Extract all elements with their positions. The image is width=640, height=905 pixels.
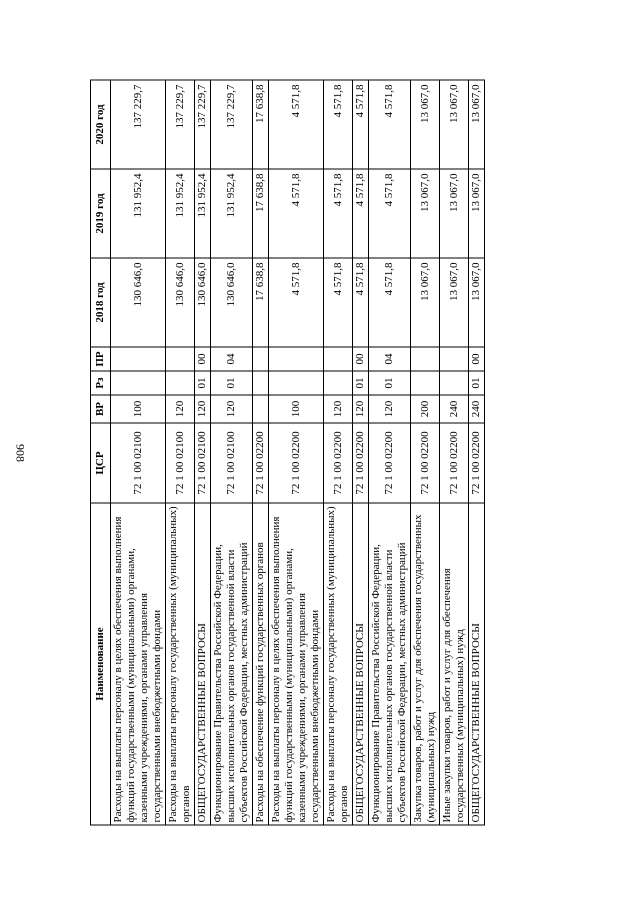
cell-2018: 130 646,0 xyxy=(166,258,195,347)
cell-name: Расходы на выплаты персоналу в целях обеспечения выполнения функций государственными (муниципальными) органами, казенными учреждениями, органами управления государственными внебюджетными фондами xyxy=(269,503,324,825)
table-row xyxy=(111,80,166,825)
cell-name: Расходы на выплаты персоналу в целях обеспечения выполнения функций государственными (муниципальными) органами, казенными учреждениями, органами управления государственными внебюджетными фондами xyxy=(111,503,166,825)
cell-name: Расходы на выплаты персоналу государственных (муниципальных) органов xyxy=(324,503,353,825)
cell-vr: 120 xyxy=(195,395,211,423)
cell-rz: 01 xyxy=(195,371,211,395)
cell-2019: 4 571,8 xyxy=(324,169,353,258)
cell-2018: 4 571,8 xyxy=(353,258,369,347)
cell-rz: 01 xyxy=(469,371,485,395)
cell-pr xyxy=(324,347,353,371)
cell-rz xyxy=(253,371,269,395)
table-row xyxy=(353,80,369,825)
cell-csr: 72 1 00 02200 xyxy=(369,423,411,503)
cell-name: ОБЩЕГОСУДАРСТВЕННЫЕ ВОПРОСЫ xyxy=(353,503,369,825)
cell-2019: 4 571,8 xyxy=(353,169,369,258)
cell-vr: 120 xyxy=(211,395,253,423)
cell-pr xyxy=(253,347,269,371)
cell-2019: 13 067,0 xyxy=(411,169,440,258)
cell-name: Иные закупки товаров, работ и услуг для обеспечения государственных (муниципальных) нужд xyxy=(440,503,469,825)
cell-2020: 137 229,7 xyxy=(195,80,211,169)
cell-2019: 131 952,4 xyxy=(211,169,253,258)
cell-name: Закупка товаров, работ и услуг для обеспечения государственных (муниципальных) нужд xyxy=(411,503,440,825)
cell-2018: 130 646,0 xyxy=(195,258,211,347)
table-row xyxy=(269,80,324,825)
budget-table xyxy=(90,79,485,825)
table-body xyxy=(111,80,485,825)
cell-rz: 01 xyxy=(211,371,253,395)
page-number-area xyxy=(0,0,40,905)
cell-2018: 130 646,0 xyxy=(211,258,253,347)
cell-csr: 72 1 00 02200 xyxy=(353,423,369,503)
cell-pr: 00 xyxy=(353,347,369,371)
cell-name: ОБЩЕГОСУДАРСТВЕННЫЕ ВОПРОСЫ xyxy=(195,503,211,825)
table-row xyxy=(324,80,353,825)
cell-rz: 01 xyxy=(369,371,411,395)
cell-2020: 137 229,7 xyxy=(111,80,166,169)
cell-csr: 72 1 00 02100 xyxy=(111,423,166,503)
header-name: Наименование xyxy=(91,503,111,825)
header-vr: ВР xyxy=(91,395,111,423)
cell-2020: 137 229,7 xyxy=(166,80,195,169)
budget-table-frame xyxy=(90,80,562,825)
cell-csr: 72 1 00 02200 xyxy=(440,423,469,503)
cell-rz xyxy=(166,371,195,395)
cell-2018: 4 571,8 xyxy=(369,258,411,347)
table-row xyxy=(211,80,253,825)
cell-csr: 72 1 00 02100 xyxy=(195,423,211,503)
cell-vr: 120 xyxy=(166,395,195,423)
cell-pr: 00 xyxy=(195,347,211,371)
cell-2019: 13 067,0 xyxy=(469,169,485,258)
rotated-table-container xyxy=(90,80,562,825)
cell-2019: 131 952,4 xyxy=(195,169,211,258)
cell-rz xyxy=(269,371,324,395)
header-2018: 2018 год xyxy=(91,258,111,347)
cell-rz xyxy=(440,371,469,395)
cell-2020: 4 571,8 xyxy=(353,80,369,169)
cell-csr: 72 1 00 02200 xyxy=(469,423,485,503)
cell-vr: 200 xyxy=(411,395,440,423)
cell-2020: 137 229,7 xyxy=(211,80,253,169)
table-row xyxy=(369,80,411,825)
cell-2020: 13 067,0 xyxy=(440,80,469,169)
cell-pr xyxy=(411,347,440,371)
table-header-row xyxy=(91,80,111,825)
cell-2018: 13 067,0 xyxy=(469,258,485,347)
cell-rz: 01 xyxy=(353,371,369,395)
cell-csr: 72 1 00 02200 xyxy=(324,423,353,503)
cell-2018: 13 067,0 xyxy=(411,258,440,347)
cell-pr xyxy=(440,347,469,371)
cell-csr: 72 1 00 02100 xyxy=(211,423,253,503)
cell-vr: 100 xyxy=(111,395,166,423)
cell-2020: 13 067,0 xyxy=(411,80,440,169)
cell-rz xyxy=(111,371,166,395)
cell-2019: 131 952,4 xyxy=(111,169,166,258)
cell-2020: 17 638,8 xyxy=(253,80,269,169)
page-number: 908 xyxy=(13,443,28,462)
cell-pr: 00 xyxy=(469,347,485,371)
cell-2018: 130 646,0 xyxy=(111,258,166,347)
header-2020: 2020 год xyxy=(91,80,111,169)
cell-pr xyxy=(111,347,166,371)
cell-2020: 4 571,8 xyxy=(324,80,353,169)
cell-2019: 131 952,4 xyxy=(166,169,195,258)
cell-csr: 72 1 00 02100 xyxy=(166,423,195,503)
cell-pr: 04 xyxy=(369,347,411,371)
cell-name: Расходы на обеспечение функций государственных органов xyxy=(253,503,269,825)
cell-2018: 4 571,8 xyxy=(269,258,324,347)
cell-name: Расходы на выплаты персоналу государственных (муниципальных) органов xyxy=(166,503,195,825)
cell-pr xyxy=(269,347,324,371)
cell-rz xyxy=(411,371,440,395)
cell-vr xyxy=(253,395,269,423)
table-row xyxy=(469,80,485,825)
cell-vr: 240 xyxy=(469,395,485,423)
cell-2020: 13 067,0 xyxy=(469,80,485,169)
table-row xyxy=(440,80,469,825)
cell-vr: 240 xyxy=(440,395,469,423)
cell-csr: 72 1 00 02200 xyxy=(411,423,440,503)
header-csr: ЦСР xyxy=(91,423,111,503)
cell-vr: 100 xyxy=(269,395,324,423)
table-row xyxy=(166,80,195,825)
cell-pr xyxy=(166,347,195,371)
cell-vr: 120 xyxy=(353,395,369,423)
cell-2020: 4 571,8 xyxy=(369,80,411,169)
cell-2019: 13 067,0 xyxy=(440,169,469,258)
table-row xyxy=(411,80,440,825)
cell-csr: 72 1 00 02200 xyxy=(269,423,324,503)
header-pr: ПР xyxy=(91,347,111,371)
cell-2019: 4 571,8 xyxy=(269,169,324,258)
cell-2018: 4 571,8 xyxy=(324,258,353,347)
cell-pr: 04 xyxy=(211,347,253,371)
cell-2018: 17 638,8 xyxy=(253,258,269,347)
cell-2019: 4 571,8 xyxy=(369,169,411,258)
cell-name: Функционирование Правительства Российской Федерации, высших исполнительных органов государственной власти субъектов Российской Федерации, местных администраций xyxy=(211,503,253,825)
cell-2020: 4 571,8 xyxy=(269,80,324,169)
header-2019: 2019 год xyxy=(91,169,111,258)
cell-name: ОБЩЕГОСУДАРСТВЕННЫЕ ВОПРОСЫ xyxy=(469,503,485,825)
cell-csr: 72 1 00 02200 xyxy=(253,423,269,503)
cell-vr: 120 xyxy=(324,395,353,423)
cell-name: Функционирование Правительства Российской Федерации, высших исполнительных органов государственной власти субъектов Российской Федерации, местных администраций xyxy=(369,503,411,825)
cell-vr: 120 xyxy=(369,395,411,423)
table-row xyxy=(195,80,211,825)
table-row xyxy=(253,80,269,825)
header-rz: Рз xyxy=(91,371,111,395)
cell-2018: 13 067,0 xyxy=(440,258,469,347)
cell-2019: 17 638,8 xyxy=(253,169,269,258)
cell-rz xyxy=(324,371,353,395)
